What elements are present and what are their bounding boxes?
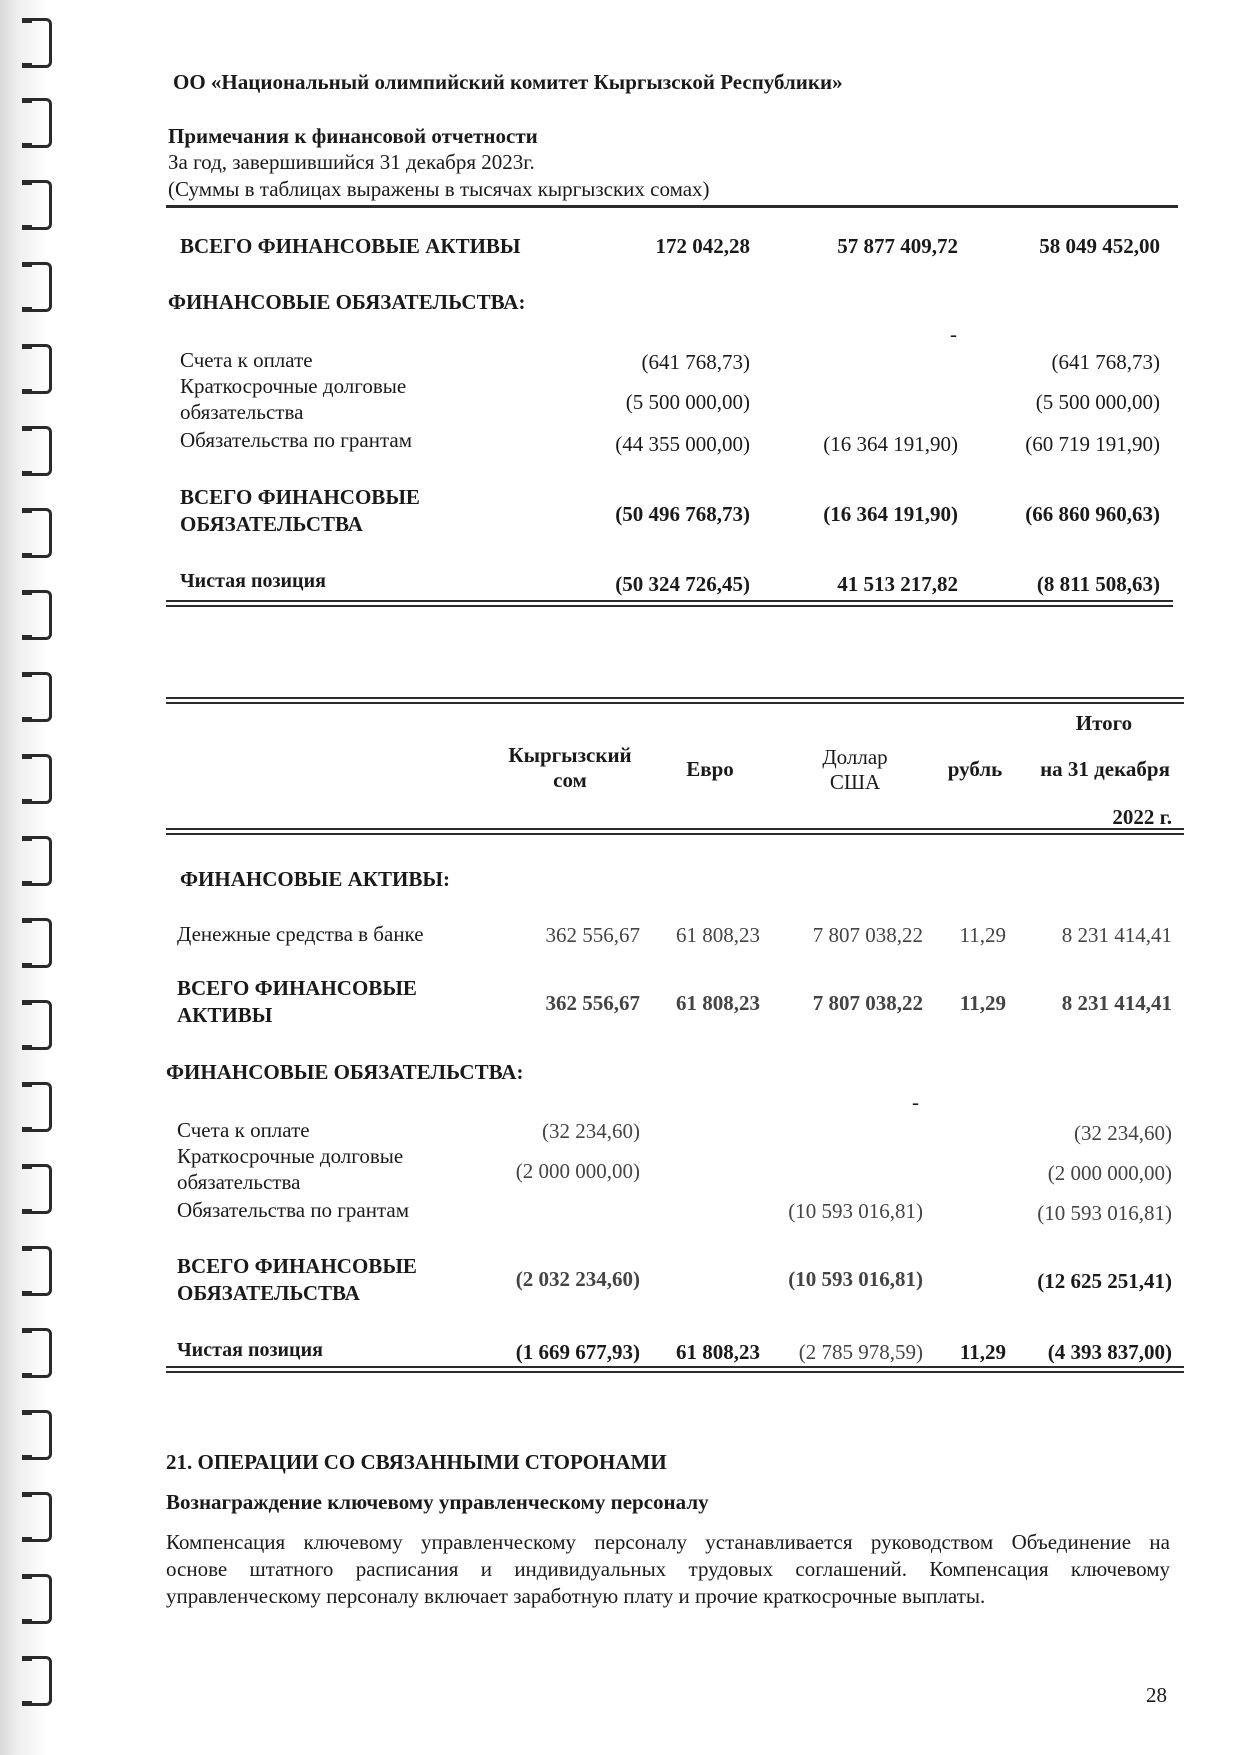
- total-liabilities-c3: (66 860 960,63): [1025, 502, 1160, 526]
- total-liabilities-c2: (16 364 191,90): [823, 502, 958, 526]
- total-assets-2022-kgs: 362 556,67: [545, 991, 640, 1015]
- binding-ring: [30, 1082, 52, 1132]
- period-line: За год, завершившийся 31 декабря 2023г.: [168, 150, 535, 174]
- total-assets-2022-eur: 61 808,23: [676, 991, 760, 1015]
- grants-label: Обязательства по грантам: [180, 428, 413, 452]
- table2-top-rule-1: [166, 697, 1184, 699]
- net-position-2022-rub: 11,29: [959, 1340, 1006, 1364]
- cash-usd: 7 807 038,22: [812, 923, 923, 947]
- payables-label: Счета к оплате: [180, 348, 313, 372]
- header-usd-1: Доллар: [822, 745, 888, 769]
- header-rule: [166, 205, 1178, 208]
- net-position-2022-label: Чистая позиция: [177, 1339, 323, 1361]
- grants-2022-label: Обязательства по грантам: [177, 1198, 410, 1222]
- liabilities-heading: ФИНАНСОВЫЕ ОБЯЗАТЕЛЬСТВА:: [168, 290, 526, 314]
- header-total-2: на 31 декабря: [1040, 757, 1170, 781]
- binding-ring: [30, 1000, 52, 1050]
- header-total-3: 2022 г.: [1112, 805, 1172, 829]
- section-21-subtitle: Вознаграждение ключевому управленческому персоналу: [166, 1490, 709, 1514]
- liabilities-2022-heading: ФИНАНСОВЫЕ ОБЯЗАТЕЛЬСТВА:: [166, 1060, 524, 1084]
- net-position-label: Чистая позиция: [180, 570, 326, 592]
- total-assets-2022-usd: 7 807 038,22: [812, 991, 923, 1015]
- binding-ring: [30, 18, 52, 68]
- shortterm-2022-label: Краткосрочные долговые: [177, 1144, 404, 1168]
- net-2022-rule-bottom: [166, 1371, 1184, 1373]
- notes-title: Примечания к финансовой отчетности: [168, 124, 538, 148]
- dash-mark: -: [950, 322, 957, 346]
- paragraph-line-2: основе штатного расписания и индивидуальных трудовых соглашений. Компенсация ключевому: [166, 1557, 1170, 1581]
- paragraph-line-3: управленческому персоналу включает заработную плату и прочие краткосрочные выплаты.: [166, 1584, 986, 1608]
- header-eur: Евро: [686, 757, 734, 781]
- header-kgs-1: Кыргызский: [508, 743, 632, 767]
- dash-mark-2022: -: [912, 1090, 919, 1114]
- payables-2022-kgs: (32 234,60): [542, 1119, 640, 1143]
- grants-c2: (16 364 191,90): [823, 432, 958, 456]
- units-line: (Суммы в таблицах выражены в тысячах кыргызских сомах): [168, 177, 710, 201]
- table2-header-rule-1: [166, 828, 1184, 830]
- cash-kgs: 362 556,67: [545, 923, 640, 947]
- total-assets-label: ВСЕГО ФИНАНСОВЫЕ АКТИВЫ: [180, 234, 521, 258]
- header-total-1: Итого: [1075, 711, 1133, 735]
- net-2022-rule-top: [166, 1366, 1184, 1368]
- binding-ring: [30, 918, 52, 968]
- net-position-c2: 41 513 217,82: [837, 572, 958, 596]
- grants-2022-usd: (10 593 016,81): [788, 1199, 923, 1223]
- total-liabilities-2022-total: (12 625 251,41): [1037, 1269, 1172, 1293]
- total-assets-c1: 172 042,28: [655, 234, 750, 258]
- total-liabilities-c1: (50 496 768,73): [615, 502, 750, 526]
- total-assets-2022-label-2: АКТИВЫ: [177, 1003, 273, 1027]
- shortterm-c3: (5 500 000,00): [1035, 390, 1160, 414]
- grants-c1: (44 355 000,00): [615, 432, 750, 456]
- cash-label: Денежные средства в банке: [177, 922, 424, 946]
- total-assets-c2: 57 877 409,72: [837, 234, 958, 258]
- paragraph-line-1: Компенсация ключевому управленческому персоналу устанавливается руководством Объединение на: [166, 1530, 1170, 1554]
- net-position-c1: (50 324 726,45): [615, 572, 750, 596]
- table2-top-rule-2: [166, 702, 1184, 704]
- binding-ring: [30, 1656, 52, 1706]
- grants-2022-total: (10 593 016,81): [1037, 1201, 1172, 1225]
- shortterm-2022-label-2: обязательства: [177, 1170, 301, 1194]
- total-liabilities-label: ВСЕГО ФИНАНСОВЫЕ: [180, 485, 420, 509]
- total-assets-2022-total: 8 231 414,41: [1061, 991, 1172, 1015]
- binding-ring: [30, 1410, 52, 1460]
- spiral-binding: [0, 0, 60, 1755]
- header-usd-2: США: [829, 770, 881, 794]
- binding-ring: [30, 508, 52, 558]
- binding-ring: [30, 1246, 52, 1296]
- net-position-2022-total: (4 393 837,00): [1047, 1340, 1172, 1364]
- cash-eur: 61 808,23: [676, 923, 760, 947]
- binding-ring: [30, 344, 52, 394]
- org-title: ОО «Национальный олимпийский комитет Кыргызской Республики»: [173, 70, 843, 94]
- binding-ring: [30, 1492, 52, 1542]
- binding-ring: [30, 836, 52, 886]
- cash-rub: 11,29: [959, 923, 1006, 947]
- payables-2022-label: Счета к оплате: [177, 1118, 310, 1142]
- shortterm-2022-total: (2 000 000,00): [1047, 1161, 1172, 1185]
- binding-ring: [30, 754, 52, 804]
- binding-ring: [30, 262, 52, 312]
- net-rule-top: [166, 600, 1173, 602]
- binding-ring: [30, 1328, 52, 1378]
- table2-header-rule-2: [166, 833, 1184, 835]
- total-liabilities-2022-kgs: (2 032 234,60): [515, 1267, 640, 1291]
- payables-c3: (641 768,73): [1051, 350, 1160, 374]
- header-rub: рубль: [947, 757, 1003, 781]
- binding-ring: [30, 590, 52, 640]
- page-number: 28: [1146, 1683, 1167, 1707]
- binding-ring: [30, 1574, 52, 1624]
- total-liabilities-2022-usd: (10 593 016,81): [788, 1267, 923, 1291]
- shortterm-c1: (5 500 000,00): [625, 390, 750, 414]
- total-liabilities-2022-label: ВСЕГО ФИНАНСОВЫЕ: [177, 1254, 417, 1278]
- payables-c1: (641 768,73): [641, 350, 750, 374]
- binding-ring: [30, 1164, 52, 1214]
- total-assets-2022-rub: 11,29: [959, 991, 1006, 1015]
- header-kgs-2: сом: [553, 768, 587, 792]
- net-position-c3: (8 811 508,63): [1036, 572, 1160, 596]
- net-position-2022-eur: 61 808,23: [676, 1340, 760, 1364]
- total-liabilities-label-2: ОБЯЗАТЕЛЬСТВА: [180, 512, 363, 536]
- assets-heading: ФИНАНСОВЫЕ АКТИВЫ:: [180, 867, 450, 891]
- section-21-title: 21. ОПЕРАЦИИ СО СВЯЗАННЫМИ СТОРОНАМИ: [166, 1450, 667, 1474]
- net-rule-bottom: [166, 605, 1173, 607]
- cash-total: 8 231 414,41: [1061, 923, 1172, 947]
- shortterm-label: Краткосрочные долговые: [180, 374, 407, 398]
- shortterm-label-2: обязательства: [180, 400, 304, 424]
- net-position-2022-kgs: (1 669 677,93): [515, 1340, 640, 1364]
- total-liabilities-2022-label-2: ОБЯЗАТЕЛЬСТВА: [177, 1281, 360, 1305]
- binding-ring: [30, 426, 52, 476]
- binding-ring: [30, 180, 52, 230]
- shortterm-2022-kgs: (2 000 000,00): [515, 1159, 640, 1183]
- total-assets-2022-label: ВСЕГО ФИНАНСОВЫЕ: [177, 976, 417, 1000]
- payables-2022-total: (32 234,60): [1074, 1121, 1172, 1145]
- binding-ring: [30, 98, 52, 148]
- net-position-2022-usd: (2 785 978,59): [798, 1340, 923, 1364]
- grants-c3: (60 719 191,90): [1025, 432, 1160, 456]
- total-assets-c3: 58 049 452,00: [1039, 234, 1160, 258]
- binding-ring: [30, 672, 52, 722]
